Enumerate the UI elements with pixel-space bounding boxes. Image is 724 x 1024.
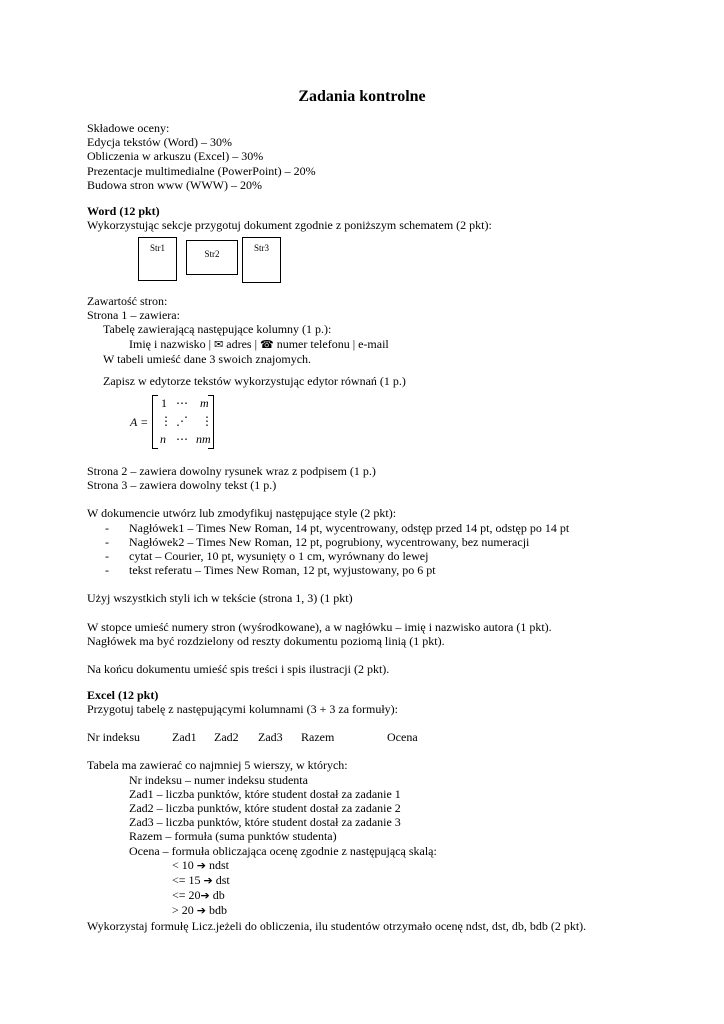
scale-item xyxy=(87,858,687,873)
style-text: tekst referatu – Times New Roman, 12 pt, wyjustowany, po 6 pt xyxy=(129,563,436,578)
scale-grade: bdb xyxy=(209,903,227,918)
columns-part: numer telefonu | e-mail xyxy=(276,336,389,351)
scale-grade: dst xyxy=(215,873,230,888)
grading-item: Budowa stron www (WWW) – 20% xyxy=(87,177,262,192)
scale-condition: <= 15 xyxy=(172,873,201,888)
scale-grade: db xyxy=(212,888,225,903)
columns-line xyxy=(87,337,687,352)
excel-columns xyxy=(87,730,687,744)
page3-line: Strona 3 – zawiera dowolny tekst (1 p.) xyxy=(87,478,277,493)
word-remaining xyxy=(87,464,687,676)
columns-part: adres | xyxy=(226,336,258,351)
style-item: - cytat – Courier, 10 pt, wysunięty o 1 cm, wyrównany do lewej xyxy=(105,549,429,564)
style-item: - tekst referatu – Times New Roman, 12 pt, wyjustowany, po 6 pt xyxy=(105,563,436,578)
matrix-cell: 1 xyxy=(161,396,167,410)
page-contents xyxy=(87,294,687,388)
scale-condition: <= 20 xyxy=(172,888,201,903)
arrow-right-icon: ➔ xyxy=(196,858,206,872)
grading-section xyxy=(87,121,687,192)
style-item: - Nagłówek2 – Times New Roman, 12 pt, pogrubiony, wycentrowany, bez numeracji xyxy=(105,534,530,549)
column-name: Razem xyxy=(301,730,335,745)
scale-item xyxy=(87,888,687,903)
grading-header: Składowe oceny: xyxy=(87,121,170,135)
matrix-cell: n xyxy=(160,432,166,446)
arrow-right-icon: ➔ xyxy=(203,874,213,888)
equation-line: Zapisz w edytorze tekstów wykorzystując edytor równań (1 p.) xyxy=(103,374,406,389)
matrix-cell: ⋯ xyxy=(176,432,188,446)
scale-condition: < 10 xyxy=(172,857,194,872)
table-line: Tabelę zawierającą następujące kolumny (1 p.): xyxy=(103,322,332,337)
grading-item: Prezentacje multimedialne (PowerPoint) – 20% xyxy=(87,163,316,178)
column-description: Nr indeksu – numer indeksu studenta xyxy=(129,772,308,787)
page-box-label: Str2 xyxy=(204,249,220,259)
right-bracket xyxy=(208,395,214,449)
scale-condition: > 20 xyxy=(172,903,194,918)
page1-line: Strona 1 – zawiera: xyxy=(87,308,180,323)
matrix-equation xyxy=(130,393,240,453)
column-name: Nr indeksu xyxy=(87,730,140,745)
word-heading: Word (12 pkt) xyxy=(87,204,160,218)
grading-item: Edycja tekstów (Word) – 30% xyxy=(87,135,232,150)
matrix-cell: ⋮ xyxy=(160,414,172,428)
excel-intro: Przygotuj tabelę z następującymi kolumnami (3 + 3 za formuły): xyxy=(87,702,399,717)
envelope-icon: ✉ xyxy=(214,337,224,351)
scale-item xyxy=(87,903,687,918)
word-intro: Wykorzystując sekcje przygotuj dokument zgodnie z poniższym schematem (2 pkt): xyxy=(87,218,492,233)
document-title: Zadania kontrolne xyxy=(298,88,426,105)
word-section-header xyxy=(87,204,687,232)
scale-grade: ndst xyxy=(209,857,230,872)
page2-line: Strona 2 – zawiera dowolny rysunek wraz z podpisem (1 p.) xyxy=(87,464,376,478)
equation-lhs: A = xyxy=(130,415,149,429)
column-name: Zad1 xyxy=(172,730,197,745)
matrix-cell: ⋯ xyxy=(176,396,188,410)
styles-intro: W dokumencie utwórz lub zmodyfikuj następujące style (2 pkt): xyxy=(87,506,397,521)
columns-part: Imię i nazwisko | xyxy=(129,336,212,351)
matrix-cell: nm xyxy=(196,432,211,446)
rows-intro: Tabela ma zawierać co najmniej 5 wierszy, w których: xyxy=(87,758,348,773)
telephone-icon: ☎ xyxy=(260,337,274,351)
toc-line: Na końcu dokumentu umieść spis treści i spis ilustracji (2 pkt). xyxy=(87,662,390,677)
header-line: Nagłówek ma być rozdzielony od reszty dokumentu poziomą linią (1 pkt). xyxy=(87,633,445,648)
footer-line: W stopce umieść numery stron (wyśrodkowane), a w nagłówku – imię i nazwisko autora (1 pkt). xyxy=(87,619,552,634)
style-text: Nagłówek2 – Times New Roman, 12 pt, pogrubiony, wycentrowany, bez numeracji xyxy=(129,534,530,549)
column-description: Zad1 – liczba punktów, które student dostał za zadanie 1 xyxy=(129,786,401,801)
arrow-right-icon: ➔ xyxy=(196,904,206,918)
column-name: Zad2 xyxy=(214,730,239,745)
scale-item xyxy=(87,873,687,888)
column-description: Ocena – formuła obliczająca ocenę zgodnie z następującą skalą: xyxy=(129,843,437,858)
column-description: Razem – formuła (suma punktów studenta) xyxy=(129,829,337,844)
excel-heading: Excel (12 pkt) xyxy=(87,688,159,702)
page-box-label: Str1 xyxy=(149,243,165,253)
column-description: Zad3 – liczba punktów, które student dostał za zadanie 3 xyxy=(129,815,401,830)
style-item: - Nagłówek1 – Times New Roman, 14 pt, wycentrowany, odstęp przed 14 pt, odstęp po 14 pt xyxy=(105,520,570,535)
page-box-label: Str3 xyxy=(253,243,269,253)
content-header: Zawartość stron: xyxy=(87,294,168,308)
matrix-cell: ⋰ xyxy=(176,414,188,428)
table-data-line: W tabeli umieść dane 3 swoich znajomych. xyxy=(103,351,312,366)
column-name: Zad3 xyxy=(258,730,283,745)
left-bracket xyxy=(152,395,158,449)
arrow-right-icon: ➔ xyxy=(200,889,210,903)
use-styles-line: Użyj wszystkich styli ich w tekście (strona 1, 3) (1 pkt) xyxy=(87,591,353,606)
page-box-str1 xyxy=(138,237,177,281)
column-description: Zad2 – liczba punktów, które student dostał za zadanie 2 xyxy=(129,801,401,816)
matrix-cell: m xyxy=(200,396,209,410)
column-name: Ocena xyxy=(387,730,418,745)
excel-section xyxy=(87,688,687,933)
grading-item: Obliczenia w arkuszu (Excel) – 30% xyxy=(87,149,264,164)
style-text: Nagłówek1 – Times New Roman, 14 pt, wycentrowany, odstęp przed 14 pt, odstęp po 14 pt xyxy=(129,520,570,535)
style-text: cytat – Courier, 10 pt, wysunięty o 1 cm, wyrównany do lewej xyxy=(129,549,429,564)
page-box-str3 xyxy=(242,237,281,283)
final-task: Wykorzystaj formułę Licz.jeżeli do obliczenia, ilu studentów otrzymało ocenę ndst, dst, db, bdb (2 pkt). xyxy=(87,918,587,933)
matrix-cell: ⋮ xyxy=(201,414,213,428)
page-box-str2 xyxy=(186,240,238,275)
